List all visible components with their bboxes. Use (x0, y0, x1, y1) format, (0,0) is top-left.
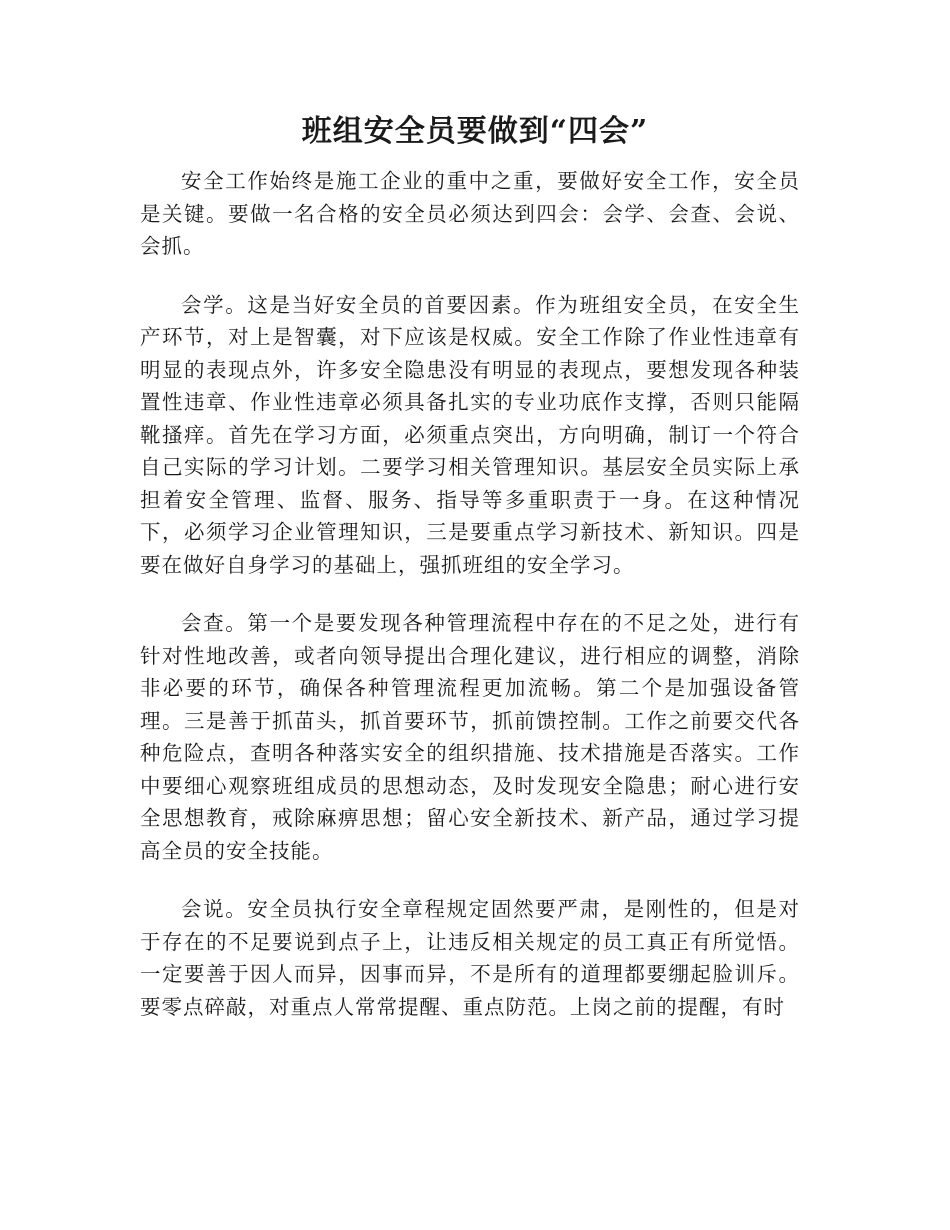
document-title: 班组安全员要做到“四会” (301, 114, 649, 149)
paragraph-intro: 安全工作始终是施工企业的重中之重，要做好安全工作，安全员是关键。要做一名合格的安全员必须达到四会：会学、会查、会说、会抓。 (140, 169, 800, 258)
paragraph-learn: 会学。这是当好安全员的首要因素。作为班组安全员，在安全生产环节，对上是智囊，对下应该是权威。安全工作除了作业性违章有明显的表现点外，许多安全隐患没有明显的表现点，要想发现各种装置性违章、作业性违章必须具备扎实的专业功底作支撑，否则只能隔靴搔痒。首先在学习方面，必须重点突出，方向明确，制订一个符合自己实际的学习计划。二要学习相关管理知识。基层安全员实际上承担着安全管理、监督、服务、指导等多重职责于一身。在这种情况下，必须学习企业管理知识，三是要重点学习新技术、新知识。四是要在做好自身学习的基础上，强抓班组的安全学习。 (140, 292, 800, 577)
paragraph-inspect: 会查。第一个是要发现各种管理流程中存在的不足之处，进行有针对性地改善，或者向领导提出合理化建议，进行相应的调整，消除非必要的环节，确保各种管理流程更加流畅。第二个是加强设备管理。三是善于抓苗头，抓首要环节，抓前馈控制。工作之前要交代各种危险点，查明各种落实安全的组织措施、技术措施是否落实。工作中要细心观察班组成员的思想动态，及时发现安全隐患；耐心进行安全思想教育，戒除麻痹思想；留心安全新技术、新产品，通过学习提高全员的安全技能。 (140, 611, 800, 863)
paragraph-speak: 会说。安全员执行安全章程规定固然要严肃，是刚性的，但是对于存在的不足要说到点子上，让违反相关规定的员工真正有所觉悟。一定要善于因人而异，因事而异，不是所有的道理都要绷起脸训斥。要零点碎敲，对重点人常常提醒、重点防范。上岗之前的提醒，有时 (140, 897, 800, 1019)
document-body (140, 165, 800, 1049)
